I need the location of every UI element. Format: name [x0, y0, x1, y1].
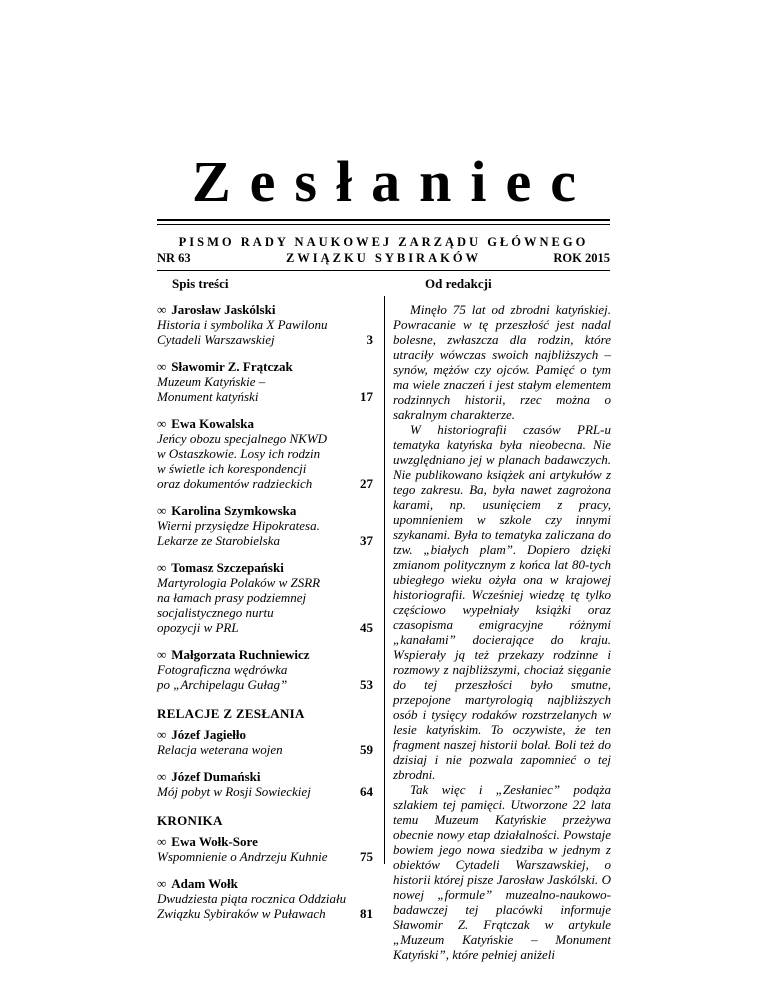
toc-entry-title-line: Muzeum Katyńskie – [157, 374, 266, 389]
toc-entry-page-number: 27 [360, 476, 373, 491]
column-divider [384, 296, 385, 864]
toc-entry-page-number: 53 [360, 677, 373, 692]
toc-entry [157, 834, 375, 864]
toc-entry-page-number: 45 [360, 620, 373, 635]
journal-title: Zesłaniec [192, 149, 595, 214]
infinity-bullet-icon: ∞ [157, 727, 167, 742]
toc-entry-page-number: 37 [360, 533, 373, 548]
title-double-rule [157, 219, 610, 225]
toc-entry-author [157, 560, 375, 575]
toc-entry-title-line: w świetle ich korespondencji [157, 461, 307, 476]
toc-entry [157, 302, 375, 347]
infinity-bullet-icon: ∞ [157, 647, 167, 662]
toc-entry-title-line: Cytadeli Warszawskiej [157, 332, 275, 347]
toc-entry-author [157, 416, 375, 431]
author-name: Karolina Szymkowska [171, 503, 297, 518]
table-of-contents [157, 302, 375, 921]
author-name: Józef Jagiełło [171, 727, 247, 742]
toc-entry-page-number: 75 [360, 849, 373, 864]
toc-entry-title-line: Dwudziesta piąta rocznica Oddziału [157, 891, 347, 906]
editorial-text [393, 302, 611, 962]
toc-entry-title-line: Martyrologia Polaków w ZSRR [157, 575, 321, 590]
toc-main-list [157, 302, 375, 692]
toc-entry-author [157, 876, 375, 891]
toc-entry-title-line: Związku Sybiraków w Puławach [157, 906, 326, 921]
toc-entry-title-line: po „Archipelagu Gułag” [157, 677, 288, 692]
author-name: Ewa Kowalska [171, 416, 254, 431]
toc-entry-author [157, 302, 375, 317]
toc-entry-title-line: Historia i symbolika X Pawilonu [157, 317, 328, 332]
issue-year: ROK 2015 [553, 251, 610, 265]
toc-entry-title-line: Wspomnienie o Andrzeju Kuhnie [157, 849, 328, 864]
toc-entry-title-line: Monument katyński [157, 389, 259, 404]
toc-entry-title-line: Mój pobyt w Rosji Sowieckiej [157, 784, 311, 799]
toc-entry-author [157, 769, 375, 784]
section-heading-relacje: RELACJE Z ZESŁANIA [157, 706, 305, 721]
section-heading-kronika: KRONIKA [157, 813, 223, 828]
toc-heading: Spis treści [172, 276, 229, 291]
infinity-bullet-icon: ∞ [157, 876, 167, 891]
toc-entry [157, 503, 375, 548]
toc-entry [157, 560, 375, 635]
toc-entry-title-line: opozycji w PRL [157, 620, 239, 635]
toc-entry-title-line: Relacja weterana wojen [157, 742, 283, 757]
toc-entry-title-line: Jeńcy obozu specjalnego NKWD [157, 431, 328, 446]
author-name: Ewa Wołk-Sore [171, 834, 258, 849]
infinity-bullet-icon: ∞ [157, 359, 167, 374]
toc-entry [157, 416, 375, 491]
toc-entry-author [157, 727, 375, 742]
toc-entry-title-line: socjalistycznego nurtu [157, 605, 274, 620]
toc-relacje-list [157, 727, 375, 799]
toc-entry [157, 647, 375, 692]
toc-entry-title-line: w Ostaszkowie. Losy ich rodzin [157, 446, 321, 461]
infinity-bullet-icon: ∞ [157, 769, 167, 784]
author-name: Tomasz Szczepański [171, 560, 284, 575]
toc-entry-page-number: 64 [360, 784, 373, 799]
infinity-bullet-icon: ∞ [157, 302, 167, 317]
toc-kronika-list [157, 834, 375, 921]
toc-entry [157, 727, 375, 757]
subtitle-line-2: ZWIĄZKU SYBIRAKÓW [285, 251, 482, 265]
toc-entry-page-number: 3 [366, 332, 373, 347]
toc-entry [157, 359, 375, 404]
toc-entry-page-number: 59 [360, 742, 373, 757]
toc-entry-author [157, 647, 375, 662]
editorial-paragraph: Minęło 75 lat od zbrodni katyńskiej. Powracanie w tę przeszłość jest nadal bolesne, zwłaszcza dla rodzin, które utraciły wówczas swoich najbliższych – synów, mężów czy ojców. Pamięć o tym ma wiele znaczeń i jest stałym elementem rodzinnych historii, rzec można o sakralnym charakterze. [393, 302, 611, 422]
toc-entry-title-line: Fotograficzna wędrówka [157, 662, 288, 677]
toc-entry-title-line: oraz dokumentów radzieckich [157, 476, 313, 491]
infinity-bullet-icon: ∞ [157, 416, 167, 431]
infinity-bullet-icon: ∞ [157, 560, 167, 575]
infinity-bullet-icon: ∞ [157, 503, 167, 518]
author-name: Józef Dumański [171, 769, 261, 784]
header-rule [157, 270, 610, 271]
toc-entry [157, 769, 375, 799]
author-name: Sławomir Z. Frątczak [171, 359, 293, 374]
toc-entry-author [157, 834, 375, 849]
editorial-paragraph: W historiografii czasów PRL-u tematyka katyńska była nieobecna. Nie uwzględniano jej w planach badawczych. Nie publikowano książek ani artykułów z tego zakresu. Ba, była nawet zagrożona karami, np. usunięciem z pracy, upomnieniem w szkole czy innymi szykanami. Była to tematyka zaliczana do tzw. „białych plam”. Dopiero dzięki zmianom politycznym z końca lat 80-tych ubiegłego wieku ożyła ona w krajowej historiografii. Wcześniej wiedzę tę tylko częściowo wypełniały książki oraz czasopisma emigracyjne różnymi „kanałami” docierające do kraju. Wspierały ją też przekazy rodzinne i rozmowy z najbliższymi, chociaż sięganie do tej przeszłości było smutne, przepojone martyrologią najbliższych osób i tysięcy rodaków rozstrzelanych w lesie katyńskim. To oczywiste, że ten fragment naszej historii bolał. Boli też do dzisiaj i nie pozwala zapomnieć o tej zbrodni. [393, 422, 611, 782]
infinity-bullet-icon: ∞ [157, 834, 167, 849]
toc-entry [157, 876, 375, 921]
toc-entry-page-number: 81 [360, 906, 373, 921]
author-name: Adam Wołk [171, 876, 238, 891]
toc-entry-title-line: Lekarze ze Starobielska [157, 533, 280, 548]
editorial-heading: Od redakcji [425, 276, 492, 291]
toc-entry-author [157, 359, 375, 374]
author-name: Jarosław Jaskólski [171, 302, 276, 317]
editorial-paragraph: Tak więc i „Zesłaniec” podąża szlakiem tej pamięci. Utworzone 22 lata temu Muzeum Katyńskie przeżywa obecnie nowy etap działalności. Powstaje bowiem jego nowa siedziba w jednym z obiektów Cytadeli Warszawskiej, o historii której pisze Jarosław Jaskólski. O nowej „formule” muzealno-naukowo-badawczej tej placówki informuje Sławomir Z. Frątczak w artykule „Muzeum Katyńskie – Monument Katyński”, które pełniej aniżeli [393, 782, 611, 962]
author-name: Małgorzata Ruchniewicz [171, 647, 310, 662]
toc-entry-author [157, 503, 375, 518]
issue-number: NR 63 [157, 251, 191, 265]
subtitle-line-1: PISMO RADY NAUKOWEJ ZARZĄDU GŁÓWNEGO [178, 235, 589, 249]
toc-entry-title-line: Wierni przysiędze Hipokratesa. [157, 518, 320, 533]
toc-entry-page-number: 17 [360, 389, 373, 404]
toc-entry-title-line: na łamach prasy podziemnej [157, 590, 307, 605]
